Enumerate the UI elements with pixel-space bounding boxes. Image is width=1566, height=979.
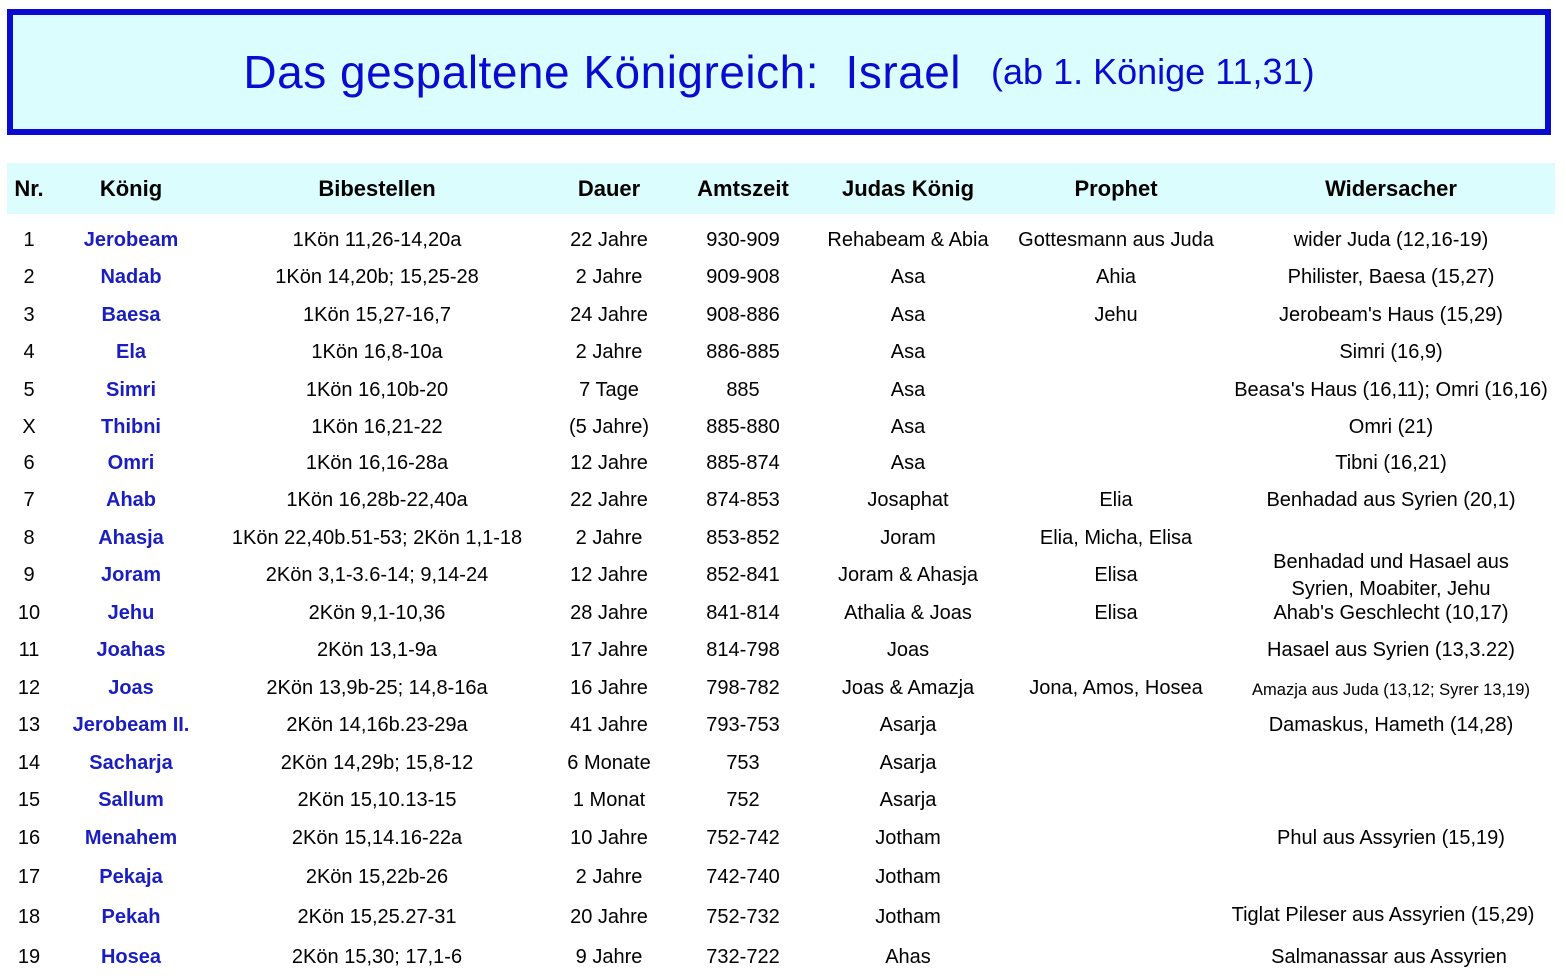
cell-enemy: Tibni (16,21) — [1335, 452, 1447, 474]
cell-nr: 1 — [23, 229, 35, 251]
cell-duration: 2 Jahre — [575, 527, 643, 549]
cell-enemy: Omri (21) — [1348, 416, 1434, 438]
cell-duration: 17 Jahre — [570, 639, 648, 661]
cell-reign: 874-853 — [706, 489, 780, 511]
cell-reign: 732-722 — [706, 946, 780, 968]
cell-judah: Jotham — [875, 906, 941, 928]
column-header-judah: Judas König — [841, 176, 975, 201]
cell-judah: Josaphat — [867, 489, 949, 511]
cell-duration: 16 Jahre — [570, 677, 648, 699]
cell-reign: 753 — [726, 752, 760, 774]
cell-nr: 7 — [23, 489, 35, 511]
column-header-nr: Nr. — [14, 176, 44, 201]
cell-refs: 2Kön 3,1-3.6-14; 9,14-24 — [265, 564, 489, 586]
cell-reign: 814-798 — [706, 639, 780, 661]
cell-nr: 10 — [17, 602, 41, 624]
cell-prophet: Jehu — [1094, 304, 1138, 326]
cell-nr: 19 — [17, 946, 41, 968]
cell-duration: 6 Monate — [567, 752, 651, 774]
cell-enemy: Amazja aus Juda (13,12; Syrer 13,19) — [1252, 681, 1530, 699]
cell-judah: Jotham — [875, 866, 941, 888]
cell-reign: 752 — [726, 789, 760, 811]
cell-king: Omri — [107, 452, 155, 474]
cell-nr: 13 — [17, 714, 41, 736]
cell-king: Pekah — [101, 906, 161, 928]
cell-nr: 2 — [23, 266, 35, 288]
cell-enemy: Damaskus, Hameth (14,28) — [1268, 714, 1514, 736]
column-header-refs: Bibestellen — [318, 176, 436, 201]
cell-prophet: Ahia — [1095, 266, 1137, 288]
cell-king: Jehu — [107, 602, 155, 624]
cell-enemy: Benhadad und Hasael aus Syrien, Moabiter, Jehu — [1273, 551, 1509, 600]
cell-enemy: Benhadad aus Syrien (20,1) — [1266, 489, 1516, 511]
cell-king: Ahasja — [98, 527, 164, 549]
cell-prophet: Elisa — [1094, 602, 1138, 624]
cell-judah: Asa — [890, 452, 926, 474]
cell-duration: 2 Jahre — [575, 866, 643, 888]
cell-enemy: Simri (16,9) — [1339, 341, 1443, 363]
page-title: Das gespaltene Königreich: Israel — [243, 46, 962, 98]
cell-judah: Ahas — [885, 946, 931, 968]
cell-king: Baesa — [101, 304, 161, 326]
cell-nr: 18 — [17, 906, 41, 928]
cell-refs: 2Kön 14,29b; 15,8-12 — [280, 752, 474, 774]
cell-nr: 11 — [18, 639, 40, 661]
cell-nr: X — [22, 416, 36, 438]
cell-refs: 2Kön 15,25.27-31 — [297, 906, 457, 928]
cell-refs: 1Kön 16,8-10a — [311, 341, 443, 363]
cell-duration: 28 Jahre — [570, 602, 648, 624]
cell-enemy: Phul aus Assyrien (15,19) — [1277, 827, 1505, 849]
cell-judah: Asa — [890, 341, 926, 363]
cell-king: Thibni — [101, 416, 161, 438]
cell-reign: 752-732 — [706, 906, 780, 928]
cell-duration: 22 Jahre — [570, 229, 648, 251]
cell-prophet: Elisa — [1094, 564, 1138, 586]
cell-refs: 2Kön 15,30; 17,1-6 — [291, 946, 463, 968]
cell-judah: Joas & Amazja — [841, 677, 975, 699]
cell-nr: 17 — [17, 866, 41, 888]
cell-refs: 2Kön 13,1-9a — [316, 639, 438, 661]
cell-enemy: Hasael aus Syrien (13,3.22) — [1267, 639, 1515, 661]
cell-judah: Joram & Ahasja — [837, 564, 979, 586]
column-header-enemy: Widersacher — [1325, 176, 1457, 201]
cell-prophet: Elia — [1099, 489, 1133, 511]
cell-nr: 9 — [23, 564, 35, 586]
cell-duration: 41 Jahre — [570, 714, 648, 736]
cell-refs: 1Kön 15,27-16,7 — [303, 304, 451, 326]
cell-judah: Joram — [880, 527, 936, 549]
cell-nr: 16 — [17, 827, 41, 849]
cell-refs: 1Kön 16,21-22 — [311, 416, 443, 438]
cell-duration: 7 Tage — [579, 379, 639, 401]
cell-nr: 8 — [23, 527, 35, 549]
cell-refs: 1Kön 11,26-14,20a — [292, 229, 462, 251]
cell-reign: 885 — [726, 379, 760, 401]
cell-reign: 793-753 — [706, 714, 780, 736]
cell-reign: 886-885 — [706, 341, 780, 363]
cell-refs: 2Kön 15,10.13-15 — [297, 789, 457, 811]
cell-judah: Asa — [890, 304, 926, 326]
cell-king: Joram — [100, 564, 162, 586]
column-header-duration: Dauer — [577, 176, 641, 201]
cell-king: Joahas — [96, 639, 166, 661]
cell-prophet: Elia, Micha, Elisa — [1039, 527, 1193, 549]
cell-judah: Athalia & Joas — [844, 602, 972, 624]
cell-duration: 12 Jahre — [570, 564, 648, 586]
cell-reign: 752-742 — [706, 827, 780, 849]
cell-enemy: Jerobeam's Haus (15,29) — [1279, 304, 1503, 326]
cell-judah: Joas — [886, 639, 930, 661]
cell-nr: 4 — [23, 341, 35, 363]
cell-enemy: Salmanassar aus Assyrien — [1271, 946, 1507, 968]
cell-judah: Asa — [890, 379, 926, 401]
cell-judah: Asarja — [879, 714, 937, 736]
cell-king: Simri — [105, 379, 157, 401]
cell-reign: 852-841 — [706, 564, 780, 586]
cell-enemy: Ahab's Geschlecht (10,17) — [1273, 602, 1509, 624]
cell-duration: 22 Jahre — [570, 489, 648, 511]
cell-refs: 1Kön 22,40b.51-53; 2Kön 1,1-18 — [231, 527, 523, 549]
column-header-reign: Amtszeit — [697, 176, 789, 201]
cell-nr: 14 — [17, 752, 41, 774]
cell-duration: 24 Jahre — [570, 304, 648, 326]
cell-reign: 798-782 — [706, 677, 780, 699]
cell-nr: 3 — [23, 304, 35, 326]
cell-reign: 742-740 — [706, 866, 780, 888]
cell-enemy: Tiglat Pileser aus Assyrien (15,29) — [1231, 904, 1535, 926]
cell-refs: 1Kön 16,16-28a — [305, 452, 449, 474]
cell-nr: 12 — [17, 677, 41, 699]
cell-duration: (5 Jahre) — [568, 416, 650, 438]
cell-refs: 1Kön 16,10b-20 — [305, 379, 449, 401]
cell-king: Joas — [108, 677, 154, 699]
cell-nr: 6 — [23, 452, 35, 474]
cell-king: Nadab — [100, 266, 162, 288]
cell-prophet: Gottesmann aus Juda — [1018, 229, 1214, 251]
cell-duration: 12 Jahre — [570, 452, 648, 474]
cell-king: Pekaja — [99, 866, 163, 888]
cell-enemy: wider Juda (12,16-19) — [1293, 229, 1489, 251]
cell-judah: Asarja — [879, 789, 937, 811]
cell-enemy: Philister, Baesa (15,27) — [1287, 266, 1495, 288]
cell-duration: 10 Jahre — [570, 827, 648, 849]
title-box — [7, 9, 1551, 135]
cell-refs: 2Kön 9,1-10,36 — [308, 602, 446, 624]
cell-duration: 2 Jahre — [575, 341, 643, 363]
cell-reign: 841-814 — [706, 602, 780, 624]
cell-duration: 2 Jahre — [575, 266, 643, 288]
cell-refs: 2Kön 13,9b-25; 14,8-16a — [266, 677, 488, 699]
cell-king: Jerobeam II. — [72, 714, 190, 736]
cell-judah: Asa — [890, 416, 926, 438]
column-header-prophet: Prophet — [1074, 176, 1158, 201]
cell-reign: 909-908 — [706, 266, 780, 288]
cell-judah: Asa — [890, 266, 926, 288]
cell-refs: 1Kön 14,20b; 15,25-28 — [275, 266, 479, 288]
cell-nr: 5 — [23, 379, 35, 401]
cell-duration: 9 Jahre — [575, 946, 643, 968]
cell-king: Sallum — [98, 789, 164, 811]
cell-duration: 1 Monat — [572, 789, 646, 811]
cell-refs: 1Kön 16,28b-22,40a — [286, 489, 468, 511]
cell-king: Ahab — [106, 489, 156, 511]
cell-king: Hosea — [100, 946, 162, 968]
cell-judah: Rehabeam & Abia — [827, 229, 989, 251]
cell-king: Sacharja — [89, 752, 173, 774]
cell-reign: 885-880 — [706, 416, 780, 438]
cell-king: Ela — [115, 341, 147, 363]
cell-reign: 853-852 — [706, 527, 780, 549]
cell-reign: 908-886 — [706, 304, 780, 326]
cell-prophet: Jona, Amos, Hosea — [1029, 677, 1203, 699]
cell-reign: 930-909 — [706, 229, 780, 251]
cell-refs: 2Kön 15,22b-26 — [305, 866, 449, 888]
cell-reign: 885-874 — [706, 452, 780, 474]
column-header-king: König — [99, 176, 163, 201]
cell-judah: Asarja — [879, 752, 937, 774]
cell-duration: 20 Jahre — [570, 906, 648, 928]
cell-king: Jerobeam — [83, 229, 179, 251]
cell-refs: 2Kön 15,14.16-22a — [291, 827, 463, 849]
cell-nr: 15 — [17, 789, 41, 811]
cell-enemy: Beasa's Haus (16,11); Omri (16,16) — [1234, 379, 1548, 401]
cell-refs: 2Kön 14,16b.23-29a — [286, 714, 468, 736]
page-subtitle: (ab 1. Könige 11,31) — [991, 51, 1315, 92]
cell-judah: Jotham — [875, 827, 941, 849]
cell-king: Menahem — [84, 827, 178, 849]
